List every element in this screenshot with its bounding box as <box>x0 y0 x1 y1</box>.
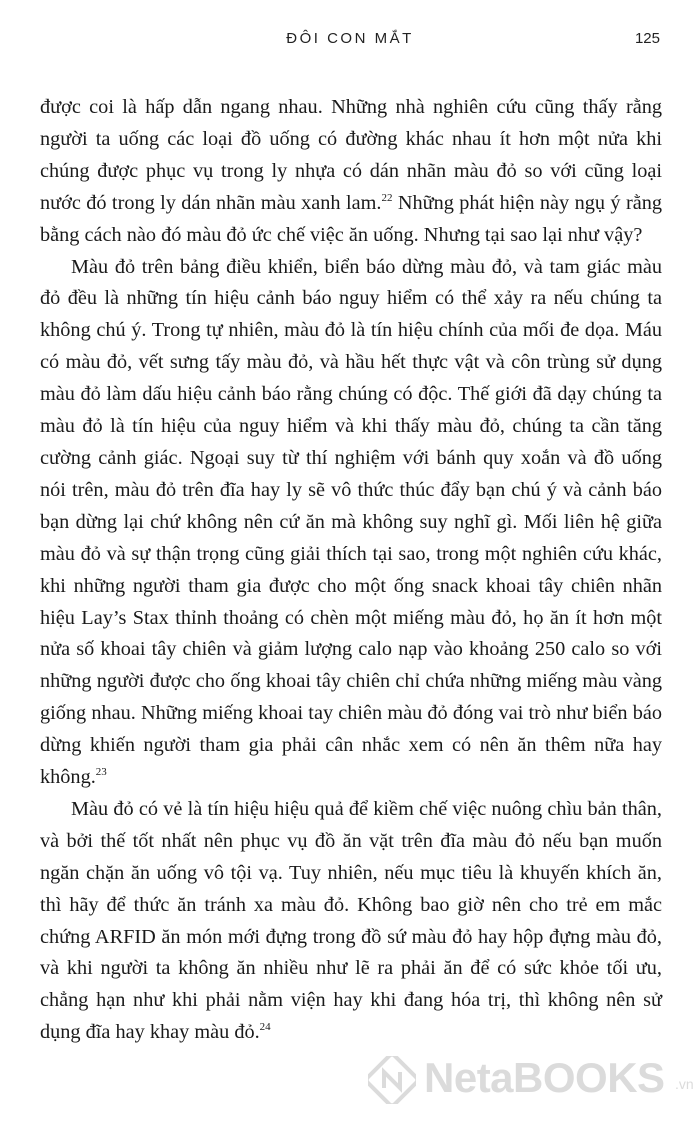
paragraph-text: Màu đỏ có vẻ là tín hiệu hiệu quả để kiềm chế việc nuông chìu bản thân, và bởi thế tốt nhất nên phục vụ đồ ăn vặt trên đĩa màu đỏ nếu bạn muốn ngăn chặn ăn uống vô tội vạ. Tuy nhiên, nếu mục tiêu là khuyến khích ăn, thì hãy để thức ăn tránh xa màu đỏ. Không bao giờ nên cho trẻ em mắc chứng ARFID ăn món mới đựng trong đồ sứ màu đỏ hay hộp đựng màu đỏ, và khi người ta không ăn nhiều như lẽ ra phải ăn để có sức khỏe tối ưu, chẳng hạn như khi phải nằm viện hay khi đang hóa trị, thì không nên sử dụng đĩa hay khay màu đỏ. <box>40 797 662 1044</box>
paragraph-text: Màu đỏ trên bảng điều khiển, biển báo dừng màu đỏ, và tam giác màu đỏ đều là những tín hiệu cảnh báo nguy hiểm có thể xảy ra nếu chúng ta không chú ý. Trong tự nhiên, màu đỏ là tín hiệu chính của mối đe dọa. Máu có màu đỏ, vết sưng tấy màu đỏ, và hầu hết thực vật và côn trùng sử dụng màu đỏ làm dấu hiệu cảnh báo rằng chúng có độc. Thế giới đã dạy chúng ta màu đỏ là tín hiệu của nguy hiểm và khi thấy màu đỏ, chúng ta cần tăng cường cảnh giác. Ngoại suy từ thí nghiệm với bánh quy xoắn và đồ uống nói trên, màu đỏ trên đĩa hay ly sẽ vô thức thúc đẩy bạn chú ý và cảnh báo bạn dừng lại chứ không nên cứ ăn mà không suy nghĩ gì. Mối liên hệ giữa màu đỏ và sự thận trọng cũng giải thích tại sao, trong một nghiên cứu khác, khi những người tham gia được cho một ống snack khoai tây chiên nhãn hiệu Lay’s Stax thỉnh thoảng có chèn một miếng màu đỏ, họ ăn ít hơn một nửa số khoai tây chiên và giảm lượng calo nạp vào khoảng 250 calo so với những người được cho ống khoai tây chiên chỉ chứa những miếng màu vàng giống nhau. Những miếng khoai tay chiên màu đỏ đóng vai trò như biển báo dừng khiến người tham gia phải cân nhắc xem có nên ăn thêm nữa hay không. <box>40 255 662 789</box>
page-header <box>0 30 700 54</box>
watermark <box>368 1052 698 1108</box>
footnote-ref-24: 24 <box>259 1021 271 1034</box>
paragraph-text: được coi là hấp dẫn ngang nhau. Những nhà nghiên cứu cũng thấy rằng người ta uống các loại đồ uống có đường khác nhau ít hơn một nửa khi chúng được phục vụ trong ly nhựa có dán nhãn màu đỏ so với cũng loại nước đó trong ly dán nhãn màu xanh lam. <box>40 96 662 214</box>
page-number: 125 <box>634 30 660 47</box>
running-title: ĐÔI CON MẮT <box>286 30 414 47</box>
paragraph-2 <box>40 252 662 794</box>
paragraph-text-continued: Những phát hiện này ngụ ý rằng bằng cách nào đó màu đỏ ức chế việc ăn uống. Nhưng tại sao lại như vậy? <box>40 191 662 246</box>
paragraph-3 <box>40 794 662 1049</box>
footnote-ref-23: 23 <box>95 766 107 779</box>
watermark-brand: NetaBOOKS <box>424 1054 665 1101</box>
netabooks-logo-icon <box>368 1056 416 1104</box>
body-text <box>40 92 662 1049</box>
paragraph-1 <box>40 92 662 252</box>
watermark-domain: .vn <box>675 1076 694 1092</box>
footnote-ref-22: 22 <box>381 191 393 204</box>
